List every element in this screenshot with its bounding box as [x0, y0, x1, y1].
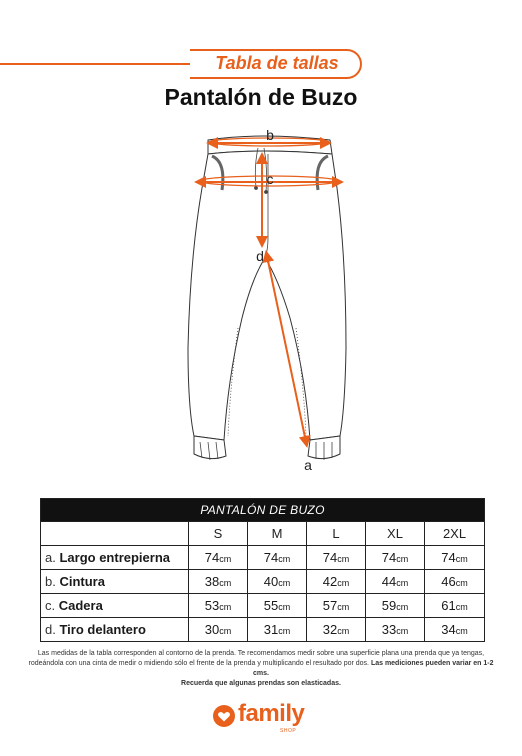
cell-unit: cm: [455, 626, 468, 636]
header-tab-title: Tabla de tallas: [215, 53, 339, 73]
size-header-xl: XL: [366, 522, 425, 546]
cell-unit: cm: [396, 554, 409, 564]
cell-unit: cm: [337, 602, 350, 612]
cell-unit: cm: [219, 554, 232, 564]
size-header-empty: [41, 522, 189, 546]
cell-value: 74: [204, 550, 220, 565]
row-letter: a.: [45, 550, 56, 565]
row-name: Cintura: [59, 574, 105, 589]
size-table: [40, 498, 485, 642]
row-name: Tiro delantero: [59, 622, 146, 637]
measurement-footnote: [20, 649, 502, 689]
cell-value: 74: [441, 550, 456, 565]
label-d: d: [256, 248, 264, 264]
cell-unit: cm: [337, 554, 350, 564]
logo-wordmark: family: [238, 700, 305, 727]
size-header-row: [41, 522, 485, 546]
size-header-m: M: [248, 522, 307, 546]
cell-unit: cm: [455, 602, 468, 612]
table-row: [41, 594, 485, 618]
cell-unit: cm: [278, 578, 291, 588]
footnote-line-2: rodeándola con una cinta de medir o midiendo sólo el frente de la prenda y multiplicando el resultado por dos.: [28, 660, 371, 667]
cell-value: 38: [204, 574, 220, 589]
size-header-l: L: [307, 522, 366, 546]
cell-unit: cm: [337, 626, 350, 636]
cell-value: 42: [322, 574, 338, 589]
cell-unit: cm: [337, 578, 350, 588]
cell-unit: cm: [219, 602, 232, 612]
family-shop-logo: [212, 700, 322, 740]
footnote-line-1: Las medidas de la tabla corresponden al contorno de la prenda. Te recomendamos medir sobre una superficie plana una prenda que ya tengas,: [37, 650, 485, 657]
cell-value: 33: [381, 622, 397, 637]
row-name: Largo entrepierna: [59, 550, 170, 565]
row-letter: b.: [45, 574, 56, 589]
cell-unit: cm: [278, 554, 291, 564]
cell-value: 32: [322, 622, 338, 637]
product-title: Pantalón de Buzo: [164, 84, 358, 110]
cell-value: 74: [381, 550, 397, 565]
cell-value: 59: [381, 598, 397, 613]
cell-unit: cm: [278, 602, 291, 612]
heart-icon: [212, 704, 236, 728]
table-banner: PANTALÓN DE BUZO: [41, 499, 485, 522]
cell-unit: cm: [455, 578, 468, 588]
label-b: b: [266, 127, 274, 143]
logo-subtext: SHOP: [280, 728, 297, 734]
cell-value: 30: [204, 622, 220, 637]
row-letter: d.: [45, 622, 56, 637]
cell-unit: cm: [396, 602, 409, 612]
cell-unit: cm: [396, 578, 409, 588]
footnote-variance: Las mediciones pueden variar en 1-2 cms.: [253, 660, 494, 677]
cell-unit: cm: [455, 554, 468, 564]
cell-value: 55: [263, 598, 279, 613]
cell-value: 57: [322, 598, 338, 613]
cell-unit: cm: [219, 626, 232, 636]
cell-value: 74: [322, 550, 338, 565]
cell-value: 74: [263, 550, 279, 565]
table-row: [41, 546, 485, 570]
cell-unit: cm: [278, 626, 291, 636]
cell-value: 53: [204, 598, 220, 613]
cell-value: 34: [441, 622, 456, 637]
row-letter: c.: [45, 598, 56, 613]
cell-unit: cm: [396, 626, 409, 636]
label-a: a: [304, 457, 312, 473]
pants-diagram: [150, 118, 372, 478]
label-c: c: [266, 171, 274, 187]
cell-value: 44: [381, 574, 397, 589]
row-name: Cadera: [58, 598, 103, 613]
cell-value: 31: [263, 622, 279, 637]
footnote-elastic: Recuerda que algunas prendas son elasticadas.: [181, 680, 341, 687]
cell-value: 46: [441, 574, 456, 589]
size-header-s: S: [189, 522, 248, 546]
cell-value: 61: [441, 598, 456, 613]
table-row: [41, 618, 485, 642]
size-header-2xl: 2XL: [425, 522, 485, 546]
table-row: [41, 570, 485, 594]
cell-unit: cm: [219, 578, 232, 588]
cell-value: 40: [263, 574, 279, 589]
